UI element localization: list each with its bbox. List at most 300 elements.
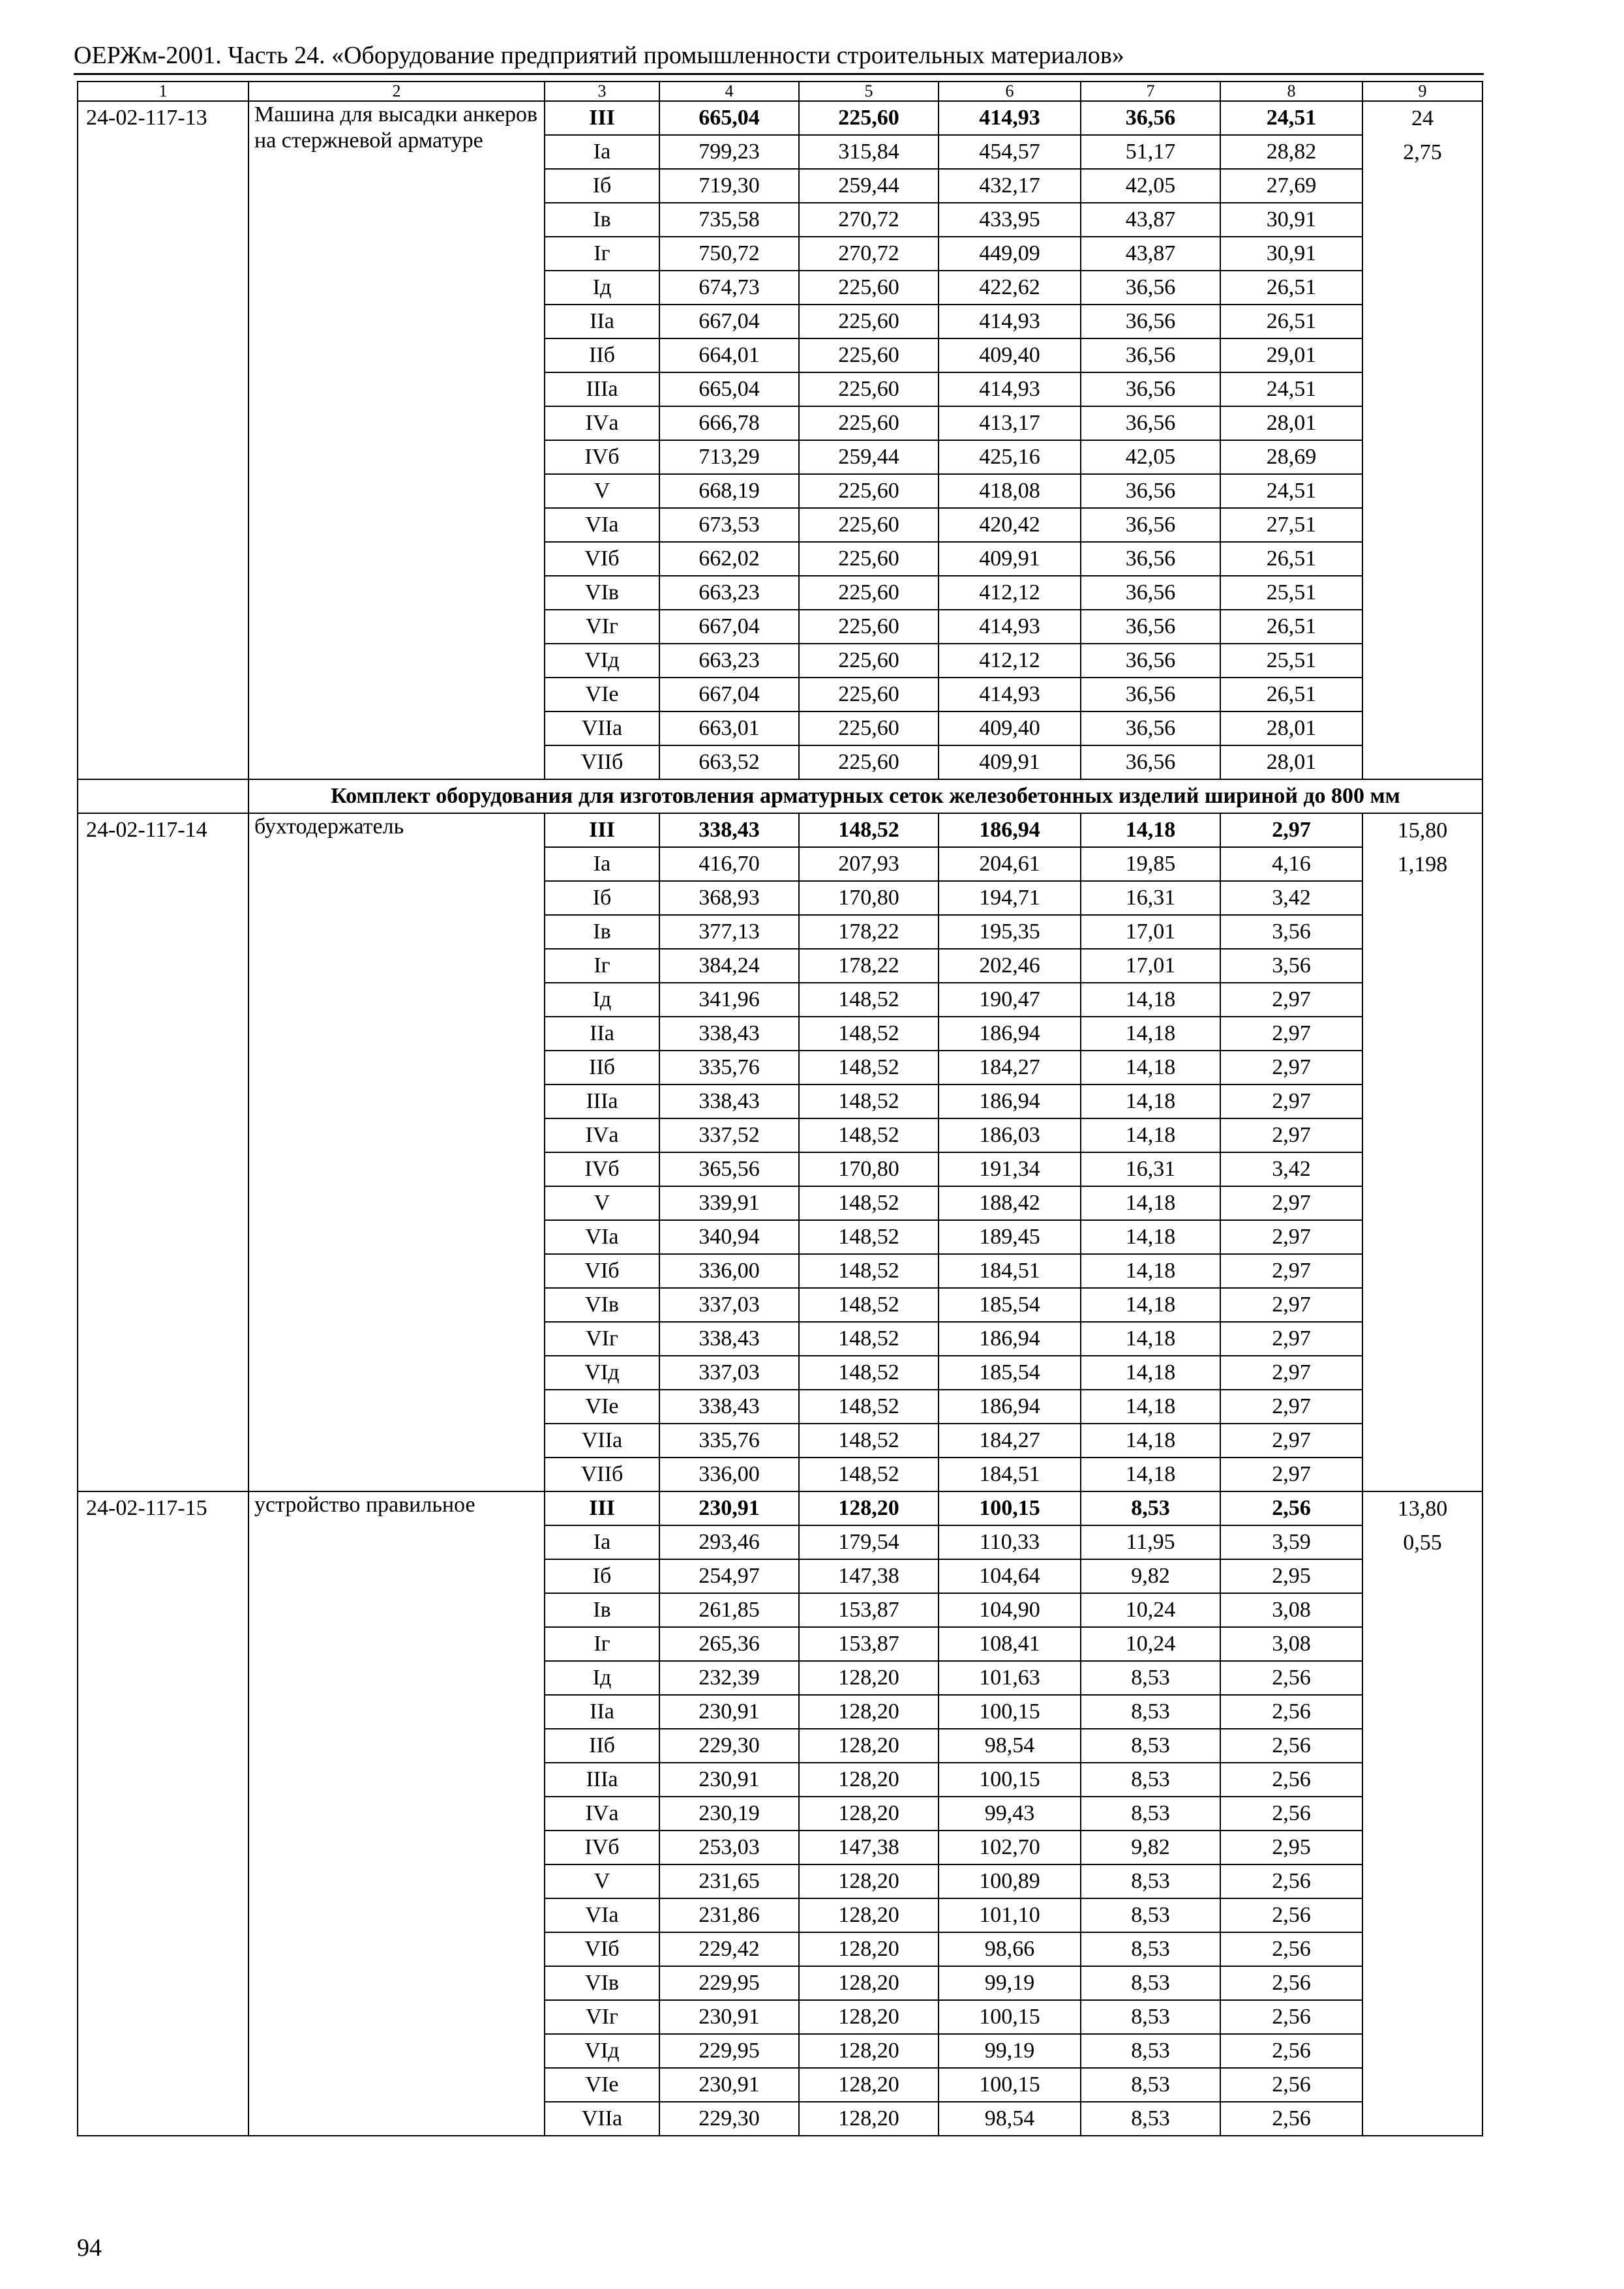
resource-cell — [1362, 101, 1482, 779]
zone-cell: IIIа — [545, 372, 659, 406]
value-cell: 259,44 — [799, 169, 939, 203]
zone-cell: III — [545, 813, 659, 847]
work-name: бухтодержатель — [248, 813, 545, 1491]
value-cell: 663,52 — [659, 745, 799, 779]
value-cell: 14,18 — [1081, 1254, 1220, 1288]
zone-cell: Iв — [545, 203, 659, 237]
value-cell: 2,56 — [1220, 1763, 1362, 1797]
page-header-title: ОЕРЖм-2001. Часть 24. «Оборудование предприятий промышленности строительных материалов» — [74, 42, 1124, 69]
value-cell: 128,20 — [799, 2068, 939, 2102]
value-cell: 2,97 — [1220, 1356, 1362, 1390]
value-cell: 3,59 — [1220, 1525, 1362, 1559]
zone-cell: VIе — [545, 1390, 659, 1424]
value-cell: 338,43 — [659, 1390, 799, 1424]
value-cell: 225,60 — [799, 711, 939, 745]
value-cell: 14,18 — [1081, 1322, 1220, 1356]
value-cell: 202,46 — [939, 949, 1081, 983]
value-cell: 25,51 — [1220, 576, 1362, 610]
value-cell: 36,56 — [1081, 338, 1220, 372]
value-cell: 14,18 — [1081, 1424, 1220, 1458]
value-cell: 377,13 — [659, 915, 799, 949]
value-cell: 100,15 — [939, 1491, 1081, 1525]
value-cell: 229,95 — [659, 1966, 799, 2000]
zone-cell: VIIа — [545, 711, 659, 745]
work-name: Машина для высадки анкеров на стержневой арматуре — [248, 101, 545, 779]
value-cell: 409,91 — [939, 745, 1081, 779]
value-cell: 36,56 — [1081, 372, 1220, 406]
value-cell: 229,95 — [659, 2034, 799, 2068]
value-cell: 341,96 — [659, 983, 799, 1017]
value-cell: 148,52 — [799, 1390, 939, 1424]
value-cell: 14,18 — [1081, 813, 1220, 847]
value-cell: 24,51 — [1220, 372, 1362, 406]
value-cell: 265,36 — [659, 1627, 799, 1661]
zone-cell: Iд — [545, 1661, 659, 1695]
zone-cell: V — [545, 474, 659, 508]
zone-cell: VIIб — [545, 745, 659, 779]
value-cell: 148,52 — [799, 1220, 939, 1254]
table-body — [78, 82, 1482, 2136]
zone-cell: VIд — [545, 1356, 659, 1390]
value-cell: 8,53 — [1081, 1797, 1220, 1831]
value-cell: 148,52 — [799, 1288, 939, 1322]
value-cell: 2,56 — [1220, 1729, 1362, 1763]
value-cell: 412,12 — [939, 644, 1081, 678]
value-cell: 16,31 — [1081, 881, 1220, 915]
value-cell: 667,04 — [659, 610, 799, 644]
value-cell: 184,27 — [939, 1424, 1081, 1458]
value-cell: 30,91 — [1220, 237, 1362, 271]
zone-cell: Iг — [545, 949, 659, 983]
value-cell: 185,54 — [939, 1288, 1081, 1322]
value-cell: 799,23 — [659, 135, 799, 169]
value-cell: 101,63 — [939, 1661, 1081, 1695]
value-cell: 664,01 — [659, 338, 799, 372]
value-cell: 153,87 — [799, 1593, 939, 1627]
value-cell: 195,35 — [939, 915, 1081, 949]
zone-cell: IVа — [545, 1797, 659, 1831]
column-number: 3 — [545, 82, 659, 101]
value-cell: 43,87 — [1081, 203, 1220, 237]
value-cell: 128,20 — [799, 2000, 939, 2034]
zone-cell: IIIа — [545, 1763, 659, 1797]
value-cell: 338,43 — [659, 813, 799, 847]
value-cell: 365,56 — [659, 1152, 799, 1186]
value-cell: 335,76 — [659, 1424, 799, 1458]
value-cell: 148,52 — [799, 813, 939, 847]
value-cell: 2,97 — [1220, 1424, 1362, 1458]
value-cell: 337,52 — [659, 1118, 799, 1152]
value-cell: 414,93 — [939, 372, 1081, 406]
zone-cell: IIIа — [545, 1085, 659, 1118]
value-cell: 100,15 — [939, 1763, 1081, 1797]
value-cell: 674,73 — [659, 271, 799, 305]
value-cell: 14,18 — [1081, 1220, 1220, 1254]
value-cell: 2,56 — [1220, 1864, 1362, 1898]
value-cell: 409,40 — [939, 338, 1081, 372]
value-cell: 414,93 — [939, 101, 1081, 135]
value-cell: 36,56 — [1081, 745, 1220, 779]
value-cell: 2,97 — [1220, 1017, 1362, 1051]
value-cell: 128,20 — [799, 1695, 939, 1729]
price-table — [77, 81, 1483, 2136]
zone-cell: Iд — [545, 983, 659, 1017]
value-cell: 3,08 — [1220, 1627, 1362, 1661]
value-cell: 147,38 — [799, 1831, 939, 1864]
value-cell: 454,57 — [939, 135, 1081, 169]
value-cell: 8,53 — [1081, 2000, 1220, 2034]
value-cell: 339,91 — [659, 1186, 799, 1220]
value-cell: 100,89 — [939, 1864, 1081, 1898]
value-cell: 148,52 — [799, 1356, 939, 1390]
value-cell: 98,66 — [939, 1932, 1081, 1966]
value-cell: 8,53 — [1081, 2102, 1220, 2136]
value-cell: 229,42 — [659, 1932, 799, 1966]
header-rule — [74, 73, 1484, 75]
value-cell: 2,95 — [1220, 1831, 1362, 1864]
value-cell: 432,17 — [939, 169, 1081, 203]
resource-value: 24 — [1411, 106, 1434, 130]
value-cell: 36,56 — [1081, 644, 1220, 678]
value-cell: 253,03 — [659, 1831, 799, 1864]
zone-cell: VIг — [545, 1322, 659, 1356]
value-cell: 2,56 — [1220, 1695, 1362, 1729]
value-cell: 207,93 — [799, 847, 939, 881]
zone-cell: IIа — [545, 1017, 659, 1051]
value-cell: 4,16 — [1220, 847, 1362, 881]
value-cell: 128,20 — [799, 1661, 939, 1695]
value-cell: 8,53 — [1081, 1932, 1220, 1966]
value-cell: 665,04 — [659, 101, 799, 135]
value-cell: 27,51 — [1220, 508, 1362, 542]
value-cell: 230,91 — [659, 1695, 799, 1729]
value-cell: 225,60 — [799, 745, 939, 779]
zone-cell: VIб — [545, 1932, 659, 1966]
value-cell: 148,52 — [799, 1051, 939, 1085]
value-cell: 3,42 — [1220, 881, 1362, 915]
value-cell: 2,56 — [1220, 1898, 1362, 1932]
value-cell: 148,52 — [799, 1322, 939, 1356]
value-cell: 99,19 — [939, 1966, 1081, 2000]
value-cell: 194,71 — [939, 881, 1081, 915]
zone-cell: Iа — [545, 847, 659, 881]
zone-cell: IIб — [545, 1729, 659, 1763]
value-cell: 2,56 — [1220, 2068, 1362, 2102]
zone-cell: VIа — [545, 508, 659, 542]
value-cell: 148,52 — [799, 1085, 939, 1118]
value-cell: 148,52 — [799, 1186, 939, 1220]
zone-cell: Iв — [545, 915, 659, 949]
value-cell: 28,01 — [1220, 711, 1362, 745]
value-cell: 148,52 — [799, 1017, 939, 1051]
column-number: 9 — [1362, 82, 1482, 101]
column-number: 7 — [1081, 82, 1220, 101]
value-cell: 99,19 — [939, 2034, 1081, 2068]
value-cell: 270,72 — [799, 237, 939, 271]
value-cell: 2,97 — [1220, 1051, 1362, 1085]
zone-cell: VIIб — [545, 1458, 659, 1491]
value-cell: 225,60 — [799, 508, 939, 542]
value-cell: 225,60 — [799, 406, 939, 440]
value-cell: 667,04 — [659, 305, 799, 338]
value-cell: 17,01 — [1081, 915, 1220, 949]
value-cell: 338,43 — [659, 1085, 799, 1118]
value-cell: 36,56 — [1081, 271, 1220, 305]
value-cell: 178,22 — [799, 949, 939, 983]
zone-cell: IVб — [545, 1152, 659, 1186]
value-cell: 2,97 — [1220, 1458, 1362, 1491]
value-cell: 2,97 — [1220, 983, 1362, 1017]
value-cell: 673,53 — [659, 508, 799, 542]
value-cell: 26,51 — [1220, 610, 1362, 644]
value-cell: 191,34 — [939, 1152, 1081, 1186]
value-cell: 98,54 — [939, 2102, 1081, 2136]
zone-cell: IVб — [545, 1831, 659, 1864]
value-cell: 433,95 — [939, 203, 1081, 237]
value-cell: 189,45 — [939, 1220, 1081, 1254]
value-cell: 229,30 — [659, 2102, 799, 2136]
zone-cell: IIб — [545, 1051, 659, 1085]
value-cell: 128,20 — [799, 1898, 939, 1932]
value-cell: 188,42 — [939, 1186, 1081, 1220]
value-cell: 414,93 — [939, 678, 1081, 711]
value-cell: 231,86 — [659, 1898, 799, 1932]
value-cell: 8,53 — [1081, 1491, 1220, 1525]
value-cell: 449,09 — [939, 237, 1081, 271]
value-cell: 128,20 — [799, 1966, 939, 2000]
value-cell: 336,00 — [659, 1458, 799, 1491]
value-cell: 225,60 — [799, 542, 939, 576]
value-cell: 414,93 — [939, 610, 1081, 644]
column-number: 5 — [799, 82, 939, 101]
value-cell: 719,30 — [659, 169, 799, 203]
resource-value: 13,80 — [1397, 1497, 1448, 1521]
value-cell: 2,56 — [1220, 2000, 1362, 2034]
value-cell: 2,56 — [1220, 2034, 1362, 2068]
value-cell: 225,60 — [799, 271, 939, 305]
value-cell: 420,42 — [939, 508, 1081, 542]
value-cell: 425,16 — [939, 440, 1081, 474]
rate-code: 24-02-117-15 — [78, 1491, 248, 2136]
column-number: 1 — [78, 82, 248, 101]
zone-cell: Iб — [545, 169, 659, 203]
value-cell: 100,15 — [939, 2068, 1081, 2102]
value-cell: 225,60 — [799, 678, 939, 711]
section-row — [78, 779, 1482, 813]
value-cell: 26,51 — [1220, 542, 1362, 576]
value-cell: 16,31 — [1081, 1152, 1220, 1186]
value-cell: 665,04 — [659, 372, 799, 406]
value-cell: 418,08 — [939, 474, 1081, 508]
value-cell: 8,53 — [1081, 1966, 1220, 2000]
zone-cell: VIв — [545, 576, 659, 610]
value-cell: 337,03 — [659, 1288, 799, 1322]
value-cell: 190,47 — [939, 983, 1081, 1017]
value-cell: 98,54 — [939, 1729, 1081, 1763]
value-cell: 2,97 — [1220, 1254, 1362, 1288]
zone-cell: VIе — [545, 678, 659, 711]
value-cell: 2,97 — [1220, 813, 1362, 847]
value-cell: 14,18 — [1081, 1085, 1220, 1118]
value-cell: 231,65 — [659, 1864, 799, 1898]
resource-cell — [1362, 813, 1482, 1491]
value-cell: 25,51 — [1220, 644, 1362, 678]
value-cell: 8,53 — [1081, 1661, 1220, 1695]
page-number: 94 — [77, 2234, 102, 2262]
zone-cell: VIа — [545, 1898, 659, 1932]
value-cell: 2,97 — [1220, 1085, 1362, 1118]
value-cell: 2,56 — [1220, 1966, 1362, 2000]
value-cell: 750,72 — [659, 237, 799, 271]
table-row — [78, 101, 1482, 135]
value-cell: 368,93 — [659, 881, 799, 915]
value-cell: 663,23 — [659, 576, 799, 610]
value-cell: 337,03 — [659, 1356, 799, 1390]
value-cell: 148,52 — [799, 1458, 939, 1491]
value-cell: 51,17 — [1081, 135, 1220, 169]
zone-cell: Iг — [545, 1627, 659, 1661]
zone-cell: Iг — [545, 237, 659, 271]
value-cell: 184,27 — [939, 1051, 1081, 1085]
value-cell: 36,56 — [1081, 508, 1220, 542]
value-cell: 259,44 — [799, 440, 939, 474]
resource-value: 0,55 — [1403, 1531, 1442, 1555]
value-cell: 2,97 — [1220, 1322, 1362, 1356]
column-number: 6 — [939, 82, 1081, 101]
value-cell: 414,93 — [939, 305, 1081, 338]
value-cell: 335,76 — [659, 1051, 799, 1085]
value-cell: 230,91 — [659, 1491, 799, 1525]
value-cell: 184,51 — [939, 1458, 1081, 1491]
value-cell: 30,91 — [1220, 203, 1362, 237]
value-cell: 2,97 — [1220, 1390, 1362, 1424]
resource-value: 2,75 — [1403, 140, 1442, 164]
value-cell: 2,56 — [1220, 1932, 1362, 1966]
value-cell: 36,56 — [1081, 474, 1220, 508]
value-cell: 230,91 — [659, 1763, 799, 1797]
value-cell: 3,08 — [1220, 1593, 1362, 1627]
value-cell: 24,51 — [1220, 101, 1362, 135]
value-cell: 14,18 — [1081, 1458, 1220, 1491]
value-cell: 36,56 — [1081, 406, 1220, 440]
zone-cell: VIг — [545, 610, 659, 644]
value-cell: 230,91 — [659, 2000, 799, 2034]
value-cell: 230,91 — [659, 2068, 799, 2102]
value-cell: 254,97 — [659, 1559, 799, 1593]
value-cell: 42,05 — [1081, 169, 1220, 203]
value-cell: 225,60 — [799, 576, 939, 610]
value-cell: 422,62 — [939, 271, 1081, 305]
value-cell: 667,04 — [659, 678, 799, 711]
value-cell: 663,23 — [659, 644, 799, 678]
value-cell: 100,15 — [939, 1695, 1081, 1729]
value-cell: 170,80 — [799, 1152, 939, 1186]
resource-cell — [1362, 1491, 1482, 2136]
value-cell: 17,01 — [1081, 949, 1220, 983]
value-cell: 8,53 — [1081, 2068, 1220, 2102]
value-cell: 99,43 — [939, 1797, 1081, 1831]
value-cell: 148,52 — [799, 983, 939, 1017]
value-cell: 102,70 — [939, 1831, 1081, 1864]
value-cell: 225,60 — [799, 372, 939, 406]
zone-cell: III — [545, 1491, 659, 1525]
value-cell: 14,18 — [1081, 1288, 1220, 1322]
zone-cell: VIв — [545, 1966, 659, 2000]
value-cell: 26,51 — [1220, 678, 1362, 711]
value-cell: 662,02 — [659, 542, 799, 576]
value-cell: 184,51 — [939, 1254, 1081, 1288]
value-cell: 3,56 — [1220, 915, 1362, 949]
value-cell: 128,20 — [799, 1932, 939, 1966]
value-cell: 26,51 — [1220, 305, 1362, 338]
value-cell: 409,40 — [939, 711, 1081, 745]
value-cell: 148,52 — [799, 1254, 939, 1288]
value-cell: 36,56 — [1081, 711, 1220, 745]
value-cell: 24,51 — [1220, 474, 1362, 508]
value-cell: 9,82 — [1081, 1559, 1220, 1593]
rate-code: 24-02-117-14 — [78, 813, 248, 1491]
value-cell: 179,54 — [799, 1525, 939, 1559]
value-cell: 2,56 — [1220, 1491, 1362, 1525]
zone-cell: VIа — [545, 1220, 659, 1254]
work-name: устройство правильное — [248, 1491, 545, 2136]
column-number-row — [78, 82, 1482, 101]
value-cell: 128,20 — [799, 1763, 939, 1797]
value-cell: 230,19 — [659, 1797, 799, 1831]
value-cell: 735,58 — [659, 203, 799, 237]
value-cell: 110,33 — [939, 1525, 1081, 1559]
value-cell: 128,20 — [799, 2034, 939, 2068]
value-cell: 147,38 — [799, 1559, 939, 1593]
zone-cell: VIIа — [545, 1424, 659, 1458]
value-cell: 2,56 — [1220, 2102, 1362, 2136]
zone-cell: VIб — [545, 1254, 659, 1288]
resource-value: 1,198 — [1397, 852, 1448, 876]
value-cell: 36,56 — [1081, 101, 1220, 135]
value-cell: 416,70 — [659, 847, 799, 881]
value-cell: 2,97 — [1220, 1220, 1362, 1254]
value-cell: 100,15 — [939, 2000, 1081, 2034]
value-cell: 36,56 — [1081, 678, 1220, 711]
value-cell: 186,94 — [939, 1085, 1081, 1118]
value-cell: 2,97 — [1220, 1288, 1362, 1322]
table-row — [78, 813, 1482, 847]
value-cell: 148,52 — [799, 1118, 939, 1152]
value-cell: 178,22 — [799, 915, 939, 949]
value-cell: 128,20 — [799, 1864, 939, 1898]
zone-cell: V — [545, 1864, 659, 1898]
value-cell: 108,41 — [939, 1627, 1081, 1661]
value-cell: 128,20 — [799, 1729, 939, 1763]
zone-cell: III — [545, 101, 659, 135]
value-cell: 186,03 — [939, 1118, 1081, 1152]
value-cell: 413,17 — [939, 406, 1081, 440]
value-cell: 128,20 — [799, 1491, 939, 1525]
value-cell: 8,53 — [1081, 1695, 1220, 1729]
zone-cell: VIб — [545, 542, 659, 576]
value-cell: 14,18 — [1081, 1118, 1220, 1152]
value-cell: 29,01 — [1220, 338, 1362, 372]
value-cell: 225,60 — [799, 644, 939, 678]
value-cell: 43,87 — [1081, 237, 1220, 271]
value-cell: 170,80 — [799, 881, 939, 915]
zone-cell: VIд — [545, 2034, 659, 2068]
value-cell: 666,78 — [659, 406, 799, 440]
value-cell: 185,54 — [939, 1356, 1081, 1390]
value-cell: 225,60 — [799, 305, 939, 338]
section-title: Комплект оборудования для изготовления арматурных сеток железобетонных изделий шириной до 800 мм — [248, 779, 1482, 813]
zone-cell: Iб — [545, 1559, 659, 1593]
